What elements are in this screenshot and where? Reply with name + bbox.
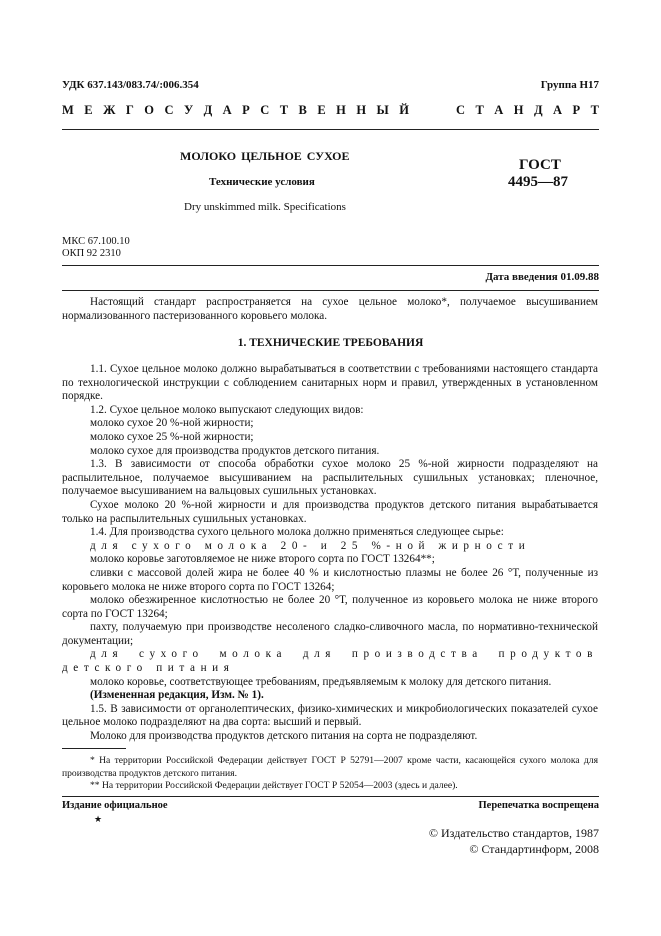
list-item: молоко коровье заготовляемое не ниже второго сорта по ГОСТ 13264**; (90, 553, 435, 566)
footnote-2: ** На территории Российской Федерации действует ГОСТ Р 52054—2003 (здесь и далее). (90, 780, 458, 792)
intro-date-label: Дата введения (485, 271, 558, 283)
footnote-1: * На территории Российской Федерации действует ГОСТ Р 52791—2007 кроме части, касающейся сухого молока для производства продуктов детского питания. (62, 755, 598, 779)
section-heading: 1. ТЕХНИЧЕСКИЕ ТРЕБОВАНИЯ (237, 337, 424, 349)
standard-band (62, 103, 599, 119)
band-rule (62, 129, 599, 130)
star-icon: ★ (94, 814, 103, 824)
date-rule (62, 290, 599, 291)
subheading-regular-milk: для сухого молока 20- и 25 %-ной жирности (90, 539, 531, 552)
list-item: сливки с массовой долей жира не более 40 % и кислотностью плазмы не более 26 °Т, полученные из коровьего молока не ниже второго сорта по ГОСТ 13264; (62, 566, 598, 593)
paragraph-1-3-b: Сухое молоко 20 %-ной жирности и для производства продуктов детского питания вырабатывается только на распылительных сушильных установках. (62, 498, 598, 525)
codes-rule (62, 265, 599, 266)
okp-code: ОКП 92 2310 (62, 248, 121, 259)
paragraph-1-2: 1.2. Сухое цельное молоко выпускают следующих видов: (90, 403, 364, 416)
mks-code: МКС 67.100.10 (62, 236, 130, 247)
list-item: молоко сухое 20 %-ной жирности; (90, 417, 254, 430)
gost-label: ГОСТ (519, 157, 561, 173)
udk-code: УДК 637.143/083.74/:006.354 (62, 79, 199, 91)
footnote-rule (62, 748, 126, 749)
edition-label: Издание официальное (62, 800, 168, 811)
copyright-publisher: © Издательство стандартов, 1987 (428, 826, 599, 840)
list-item: молоко сухое для производства продуктов детского питания. (90, 444, 380, 457)
list-item: молоко коровье, соответствующее требованиям, предъявляемым к молоку для детского питания. (90, 675, 552, 688)
footnotes (62, 755, 598, 793)
section-body (62, 363, 598, 744)
group-code: Группа Н17 (540, 79, 599, 91)
list-item: молоко сухое 25 %-ной жирности; (90, 430, 254, 443)
english-title: Dry unskimmed milk. Specifications (184, 201, 346, 213)
paragraph-1-4: 1.4. Для производства сухого цельного молока должно применяться следующее сырье: (90, 526, 504, 539)
paragraph-1-5-b: Молоко для производства продуктов детского питания на сорта не подразделяют. (90, 730, 478, 743)
document-title: МОЛОКО ЦЕЛЬНОЕ СУХОЕ (180, 149, 350, 163)
standard-band-word1: М Е Ж Г О С У Д А Р С Т В Е Н Н Ы Й (62, 103, 409, 117)
reprint-label: Перепечатка воспрещена (478, 800, 599, 811)
paragraph-1-3: 1.3. В зависимости от способа обработки сухое молоко 25 %-ной жирности подразделяют на распылительное, получаемое высушиванием на распылительных сушильных установках; пленочное, получаемое высушиванием на вальцовых сушильных установках. (62, 458, 598, 498)
intro-date (485, 271, 599, 283)
paragraph-1-5: 1.5. В зависимости от органолептических, физико-химических и микробиологических показателей сухое цельное молоко подразделяют на два сорта: высший и первый. (62, 702, 598, 729)
paragraph-1-1: 1.1. Сухое цельное молоко должно вырабатываться в соответствии с требованиями настоящего стандарта по технологической инструкции с соблюдением санитарных норм и правил, утвержденных в установленном порядке. (62, 363, 598, 403)
subheading-baby-food: для сухого молока для производства продуктов детского питания (62, 648, 598, 675)
list-item: пахту, получаемую при производстве несоленого сладко-сливочного масла, по нормативно-технической документации; (62, 621, 598, 647)
footer-rule (62, 796, 599, 797)
gost-number: 4495—87 (508, 174, 568, 190)
document-subtitle: Технические условия (209, 176, 315, 188)
intro-date-value: 01.09.88 (560, 271, 599, 283)
standard-band-word2: С Т А Н Д А Р Т (456, 103, 599, 117)
list-item: молоко обезжиренное кислотностью не более 20 °Т, полученное из коровьего молока не ниже второго сорта по ГОСТ 13264; (62, 594, 598, 620)
copyright-standartinform: © Стандартинформ, 2008 (469, 842, 599, 856)
amendment-note: (Измененная редакция, Изм. № 1). (90, 689, 264, 702)
intro-paragraph: Настоящий стандарт распространяется на сухое цельное молоко*, получаемое высушиванием нормализованного пастеризованного коровьего молока. (62, 296, 598, 322)
